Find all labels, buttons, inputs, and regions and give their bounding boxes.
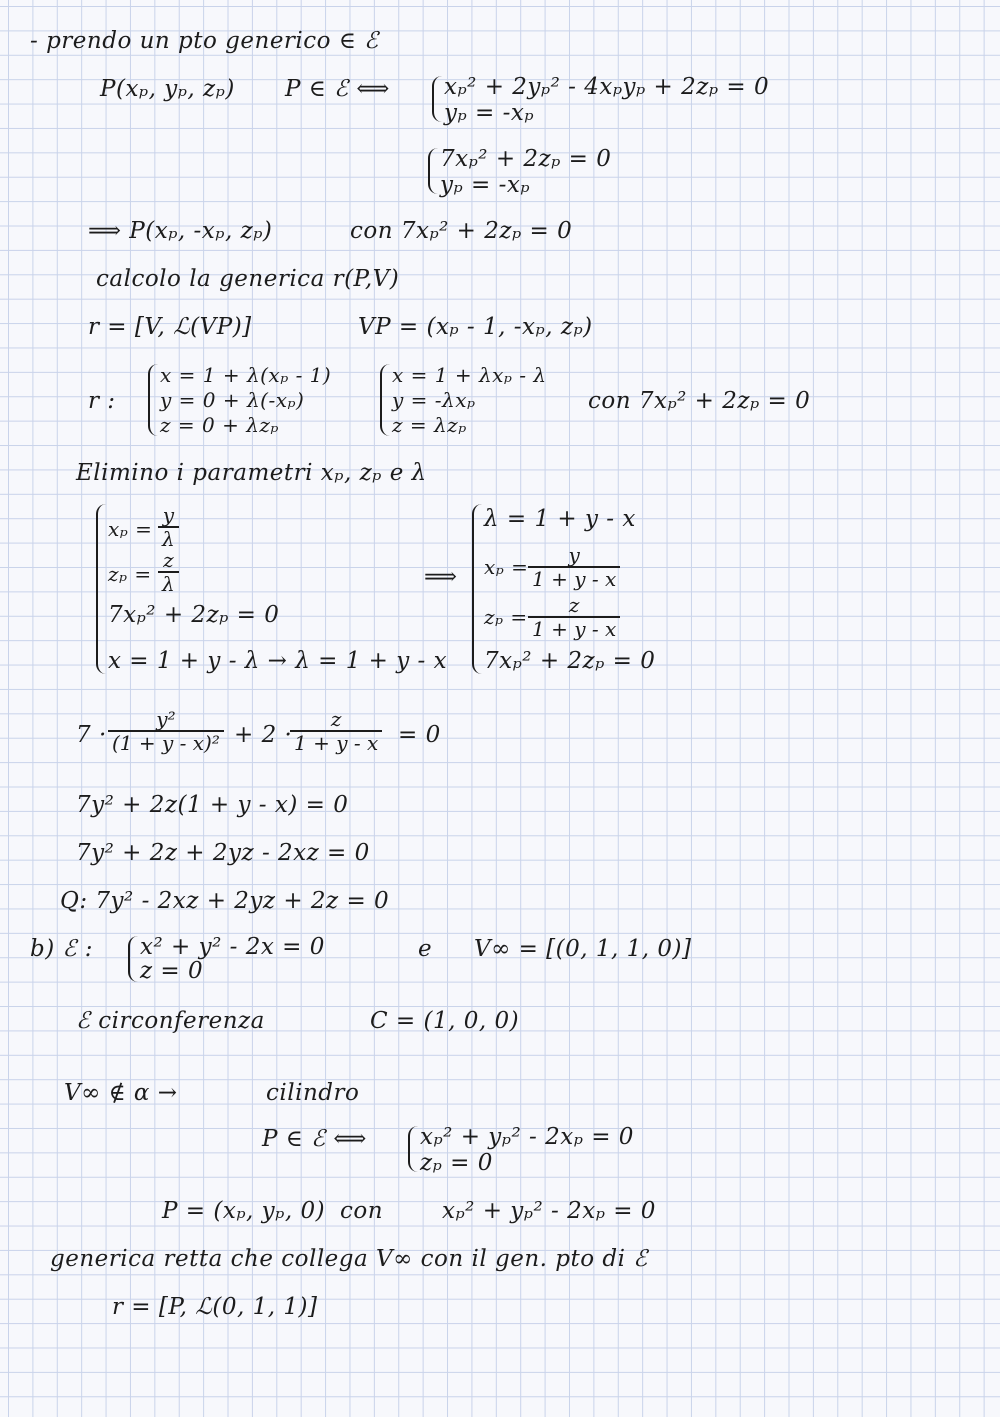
fraction — [528, 544, 620, 590]
system-brace — [148, 364, 158, 436]
numerator: z — [568, 593, 580, 617]
implication-arrow: ⟹ — [424, 564, 458, 590]
denominator: 1 + y - x — [528, 616, 620, 640]
denominator: 1 + y - x — [528, 566, 620, 590]
conjunction: con — [340, 1198, 384, 1224]
system-brace — [408, 1126, 418, 1172]
fraction — [290, 708, 382, 754]
system-brace — [428, 148, 438, 194]
system-eq: λ = 1 + y - x — [484, 506, 636, 532]
numerator: z — [163, 548, 174, 572]
system-eq: yₚ = -xₚ — [444, 100, 535, 126]
line-def: r = [V, ℒ(VP)] — [88, 314, 252, 340]
line-calc: calcolo la generica r(P,V) — [96, 266, 400, 292]
numerator: y — [568, 543, 580, 567]
system-eq: x² + y² - 2x = 0 — [140, 934, 325, 960]
system-eq: z = 0 — [140, 958, 204, 984]
system-eq-lhs: xₚ = — [484, 555, 529, 579]
denominator: λ — [158, 526, 179, 550]
system-eq: 7xₚ² + 2zₚ = 0 — [108, 602, 280, 628]
constraint: xₚ² + yₚ² - 2xₚ = 0 — [442, 1198, 656, 1224]
system-brace — [432, 76, 442, 122]
system-eq: x = 1 + λxₚ - λ — [392, 363, 547, 387]
system-label: r : — [88, 388, 116, 414]
fraction — [158, 504, 179, 550]
system-eq-lhs: zₚ = — [484, 605, 528, 629]
system-eq: xₚ² + 2yₚ² - 4xₚyₚ + 2zₚ = 0 — [444, 74, 770, 100]
system-eq: 7xₚ² + 2zₚ = 0 — [484, 648, 656, 674]
system-eq: 7xₚ² + 2zₚ = 0 — [440, 146, 612, 172]
fraction — [528, 594, 620, 640]
result-equation: Q: 7y² - 2xz + 2yz + 2z = 0 — [60, 888, 390, 914]
point-at-infinity: V∞ = [(0, 1, 1, 0)] — [474, 936, 692, 962]
conjunction: e — [418, 936, 433, 962]
system-brace — [128, 936, 138, 982]
numerator: z — [330, 707, 342, 731]
system-brace — [96, 504, 106, 674]
system-eq: x = 1 + y - λ → λ = 1 + y - x — [108, 648, 448, 674]
membership-condition: P ∈ ℰ ⟺ — [262, 1126, 367, 1152]
system-eq: xₚ² + yₚ² - 2xₚ = 0 — [420, 1124, 634, 1150]
denominator: λ — [158, 571, 179, 595]
system-eq: y = 0 + λ(-xₚ) — [160, 388, 305, 412]
equation-part: 7 · — [76, 722, 107, 748]
constraint: con 7xₚ² + 2zₚ = 0 — [350, 218, 573, 244]
equation-part: = 0 — [398, 722, 441, 748]
generic-point: P = (xₚ, yₚ, 0) — [162, 1198, 326, 1224]
system-eq: z = λzₚ — [392, 413, 467, 437]
fraction — [108, 708, 224, 754]
generic-point: P(xₚ, yₚ, zₚ) — [100, 76, 235, 102]
membership-condition: P ∈ ℰ ⟺ — [285, 76, 390, 102]
denominator: (1 + y - x)² — [108, 730, 224, 754]
system-eq: y = -λxₚ — [392, 388, 476, 412]
equation-step: 7y² + 2z(1 + y - x) = 0 — [76, 792, 349, 818]
system-eq-lhs: zₚ = — [108, 562, 152, 586]
system-brace — [472, 504, 482, 674]
line-description: generica retta che collega V∞ con il gen. pto di ℰ — [50, 1246, 648, 1272]
part-b-label: b) ℰ : — [30, 936, 93, 962]
line-intro: - prendo un pto generico ∈ ℰ — [30, 28, 379, 54]
fraction — [158, 549, 179, 595]
point-param: ⟹ P(xₚ, -xₚ, zₚ) — [88, 218, 273, 244]
vector-vp: VP = (xₚ - 1, -xₚ, zₚ) — [358, 314, 593, 340]
line-def: r = [P, ℒ(0, 1, 1)] — [112, 1294, 318, 1320]
system-eq: zₚ = 0 — [420, 1150, 493, 1176]
system-eq: z = 0 + λzₚ — [160, 413, 279, 437]
equation-step: 7y² + 2z + 2yz - 2xz = 0 — [76, 840, 370, 866]
system-eq-lhs: xₚ = — [108, 517, 153, 541]
line-eliminate: Elimino i parametri xₚ, zₚ e λ — [76, 460, 427, 486]
condition: V∞ ∉ α → — [64, 1080, 178, 1106]
system-brace — [380, 364, 390, 436]
equation-part: + 2 · — [234, 722, 293, 748]
constraint: con 7xₚ² + 2zₚ = 0 — [588, 388, 811, 414]
system-eq: yₚ = -xₚ — [440, 172, 531, 198]
center: C = (1, 0, 0) — [370, 1008, 520, 1034]
numerator: y² — [156, 707, 176, 731]
curve-type: ℰ circonferenza — [76, 1008, 265, 1034]
surface-type: cilindro — [266, 1080, 360, 1106]
denominator: 1 + y - x — [290, 730, 382, 754]
system-eq: x = 1 + λ(xₚ - 1) — [160, 363, 332, 387]
numerator: y — [162, 503, 174, 527]
